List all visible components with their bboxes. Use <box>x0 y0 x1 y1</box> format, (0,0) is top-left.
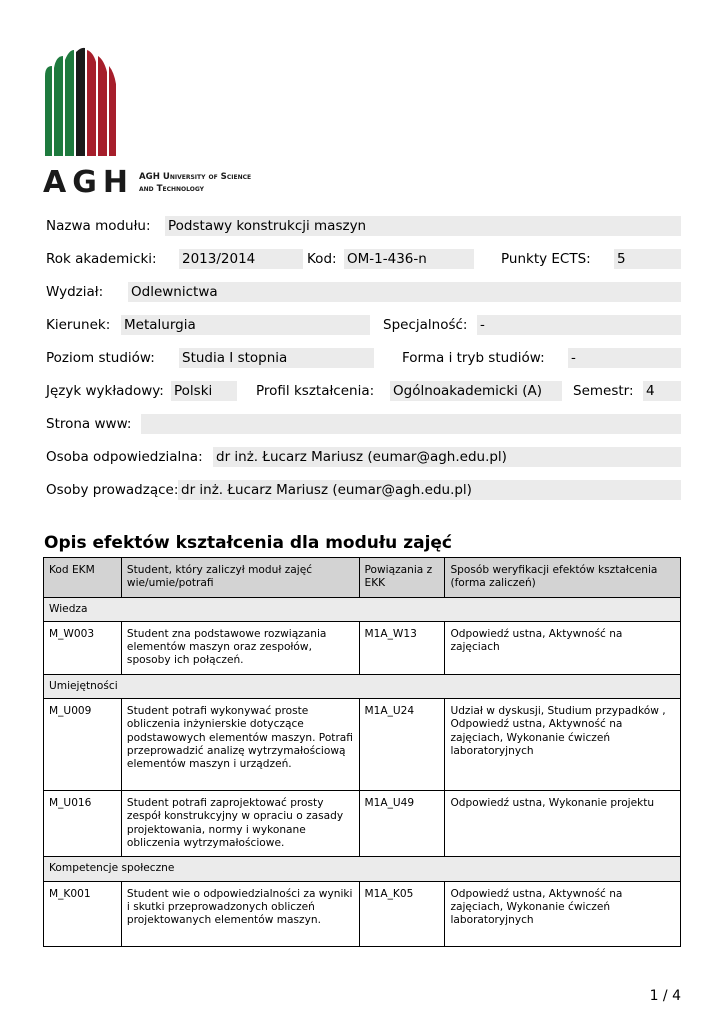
table-header-row <box>44 558 681 598</box>
value-jezyk: Polski <box>171 381 237 401</box>
label-semestr: Semestr: <box>573 383 634 399</box>
section-title: Opis efektów kształcenia dla modułu zajęć <box>44 533 453 553</box>
label-poziom: Poziom studiów: <box>46 350 155 366</box>
label-wydzial: Wydział: <box>46 284 104 300</box>
label-forma: Forma i tryb studiów: <box>402 350 545 366</box>
header-opis: Student, który zaliczył moduł zajęć wie/umie/potrafi <box>121 558 359 598</box>
section-label: Umiejętności <box>44 674 681 698</box>
header-ekk: Powiązania z EKK <box>359 558 445 598</box>
agh-logo-graphic <box>43 46 273 196</box>
value-forma: - <box>568 348 681 368</box>
header-weryfikacja: Sposób weryfikacji efektów kształcenia (forma zaliczeń) <box>445 558 681 598</box>
header-kod: Kod EKM <box>44 558 122 598</box>
table-row <box>44 699 681 791</box>
label-nazwa: Nazwa modułu: <box>46 218 151 234</box>
cell-ekk: M1A_K05 <box>359 881 445 946</box>
section-label: Wiedza <box>44 597 681 621</box>
table-row <box>44 621 681 674</box>
cell-desc: Student wie o odpowiedzialności za wyniki i skutki przeprowadzonych obliczeń projektowanych elementów maszyn. <box>121 881 359 946</box>
label-odpowiedzialna: Osoba odpowiedzialna: <box>46 449 203 465</box>
value-poziom: Studia I stopnia <box>179 348 374 368</box>
value-www <box>141 414 681 434</box>
effects-table <box>43 557 681 947</box>
cell-code: M_U009 <box>44 699 122 791</box>
value-wydzial: Odlewnictwa <box>128 282 681 302</box>
cell-verif: Odpowiedź ustna, Aktywność na zajęciach, Wykonanie ćwiczeń laboratoryjnych <box>445 881 681 946</box>
cell-code: M_K001 <box>44 881 122 946</box>
table-row <box>44 791 681 857</box>
value-rok: 2013/2014 <box>179 249 303 269</box>
logo-line-2: and Technology <box>139 184 204 194</box>
value-odpowiedzialna: dr inż. Łucarz Mariusz (eumar@agh.edu.pl) <box>213 447 681 467</box>
value-kod: OM-1-436-n <box>344 249 474 269</box>
label-prowadzace: Osoby prowadzące: <box>46 482 179 498</box>
cell-ekk: M1A_W13 <box>359 621 445 674</box>
cell-ekk: M1A_U24 <box>359 699 445 791</box>
label-www: Strona www: <box>46 416 132 432</box>
cell-verif: Odpowiedź ustna, Wykonanie projektu <box>445 791 681 857</box>
label-profil: Profil kształcenia: <box>256 383 375 399</box>
cell-desc: Student potrafi wykonywać proste obliczenia inżynierskie dotyczące podstawowych elementów maszyn. Potrafi przeprowadzić analizę wytrzymałościową elementów maszyn i urządzeń. <box>121 699 359 791</box>
table-row <box>44 881 681 946</box>
section-row-umiejetnosci <box>44 674 681 698</box>
section-row-kompetencje <box>44 857 681 881</box>
cell-ekk: M1A_U49 <box>359 791 445 857</box>
cell-desc: Student potrafi zaprojektować prosty zespół konstrukcyjny w opraciu o zasady projektowania, normy i wykonane obliczenia wytrzymałościowe. <box>121 791 359 857</box>
page-number: 1 / 4 <box>649 988 681 1004</box>
section-row-wiedza <box>44 597 681 621</box>
logo-mark: AGH <box>43 165 134 196</box>
value-nazwa: Podstawy konstrukcji maszyn <box>165 216 681 236</box>
cell-code: M_U016 <box>44 791 122 857</box>
cell-verif: Odpowiedź ustna, Aktywność na zajęciach <box>445 621 681 674</box>
label-specjalnosc: Specjalność: <box>383 317 468 333</box>
label-jezyk: Język wykładowy: <box>46 383 164 399</box>
agh-logo <box>43 46 273 196</box>
label-rok: Rok akademicki: <box>46 251 157 267</box>
label-kierunek: Kierunek: <box>46 317 111 333</box>
logo-line-1: AGH University of Science <box>139 172 252 182</box>
value-ects: 5 <box>614 249 681 269</box>
value-specjalnosc: - <box>477 315 681 335</box>
value-kierunek: Metalurgia <box>121 315 370 335</box>
value-semestr: 4 <box>643 381 681 401</box>
cell-verif: Udział w dyskusji, Studium przypadków , Odpowiedź ustna, Aktywność na zajęciach, Wykonanie ćwiczeń laboratoryjnych <box>445 699 681 791</box>
section-label: Kompetencje społeczne <box>44 857 681 881</box>
cell-code: M_W003 <box>44 621 122 674</box>
value-profil: Ogólnoakademicki (A) <box>390 381 562 401</box>
logo-bars <box>45 48 116 156</box>
value-prowadzace: dr inż. Łucarz Mariusz (eumar@agh.edu.pl) <box>178 480 681 500</box>
label-ects: Punkty ECTS: <box>501 251 591 267</box>
cell-desc: Student zna podstawowe rozwiązania elementów maszyn oraz zespołów, sposoby ich połączeń. <box>121 621 359 674</box>
label-kod: Kod: <box>307 251 337 267</box>
